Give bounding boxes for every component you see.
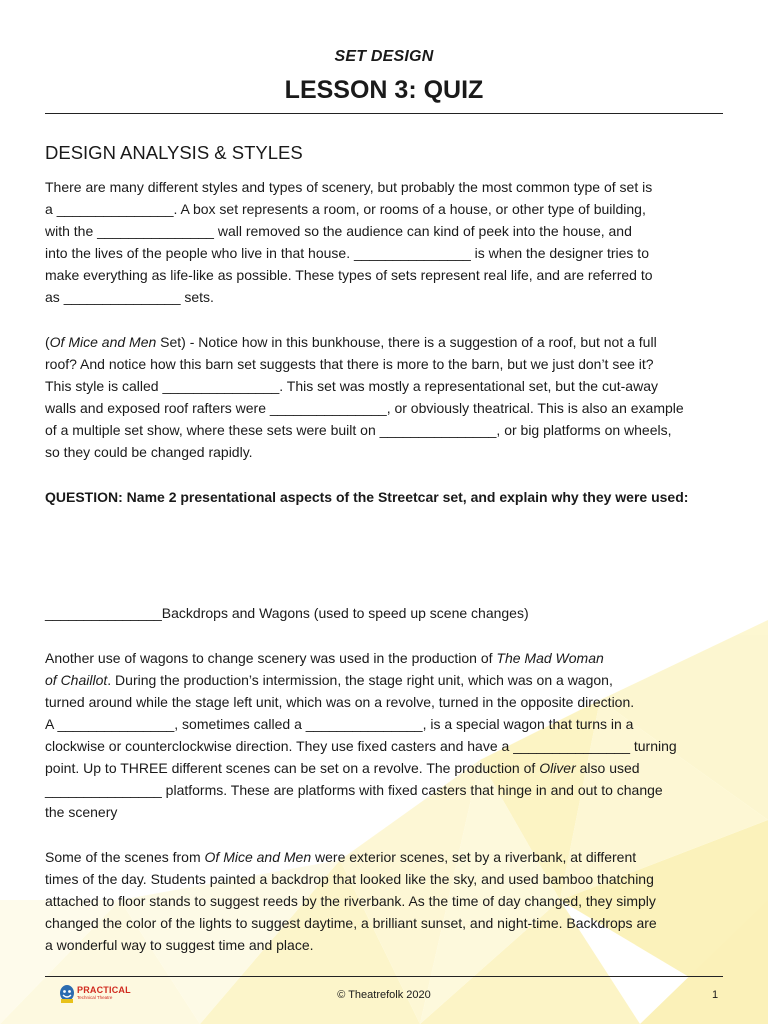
question-prompt: QUESTION: Name 2 presentational aspects of the Streetcar set, and explain why they were used: bbox=[45, 489, 689, 505]
logo-wordmark: PRACTICAL bbox=[77, 985, 131, 995]
paragraph-of-mice-and-men: (Of Mice and Men Set) - Notice how in this bunkhouse, there is a suggestion of a roof, but not a full roof? And notice how this barn set suggests that there is more to the barn, but we just don’t see it? This style is called _______________. This set was mostly a representational set, but the cut-away walls and exposed roof rafters were _______________, or obviously theatrical. This is also an example of a multiple set show, where these sets were built on _______________, or big platforms on wheels, so they could be changed rapidly. bbox=[45, 334, 684, 460]
paragraph-wagons-revolve: Another use of wagons to change scenery was used in the production of The Mad Woman of Chaillot. During the production’s intermission, the stage right unit, which was on a wagon, turned around while the stage left unit, which was on a revolve, turned in the opposite direction. A _______________, sometimes called a _______________, is a special wagon that turns in a clockwise or counterclockwise direction. They use fixed casters and have a _______________ turning point. Up to THREE different scenes can be set on a revolve. The production of Oliver also used _______________ platforms. These are platforms with fixed casters that hinge in and out to change the scenery bbox=[45, 650, 677, 820]
answer-blank: _______________ bbox=[45, 782, 162, 798]
answer-blank: _______________ bbox=[162, 378, 280, 394]
subsection-heading: _______________Backdrops and Wagons (used to speed up scene changes) bbox=[45, 605, 529, 621]
answer-blank: _______________ bbox=[56, 201, 174, 217]
answer-blank: _______________ bbox=[45, 605, 162, 621]
paragraph-backdrops: Some of the scenes from Of Mice and Men were exterior scenes, set by a riverbank, at different times of the day. Students painted a backdrop that looked like the sky, and used bamboo thatching attached to floor stands to suggest reeds by the riverbank. As the time of day changed, they simply changed the color of the lights to suggest daytime, a brilliant sunset, and night-time. Backdrops are a wonderful way to suggest time and place. bbox=[45, 849, 657, 953]
answer-blank: _______________ bbox=[63, 289, 181, 305]
answer-blank: _______________ bbox=[513, 738, 630, 754]
answer-blank: _______________ bbox=[269, 400, 387, 416]
header-divider bbox=[45, 113, 723, 114]
page-number: 1 bbox=[712, 989, 719, 1001]
paragraph-box-set: There are many different styles and types of scenery, but probably the most common type of set is a _______________. A box set represents a room, or rooms of a house, or other type of building, with the _______________ wall removed so the audience can kind of peek into the house, and into the lives of the people who live in that house. _______________ is when the designer tries to make everything as life-like as possible. These types of sets represent real life, and are referred to as _______________ sets. bbox=[45, 179, 653, 305]
answer-blank: _______________ bbox=[379, 422, 497, 438]
answer-blank: _______________ bbox=[305, 716, 423, 732]
answer-blank: _______________ bbox=[57, 716, 175, 732]
document-kicker: SET DESIGN bbox=[334, 48, 434, 65]
answer-blank: _______________ bbox=[97, 223, 214, 239]
logo-tagline: Technical Theatre bbox=[77, 995, 113, 1000]
section-heading: DESIGN ANALYSIS & STYLES bbox=[45, 142, 303, 163]
page-title: LESSON 3: QUIZ bbox=[284, 76, 484, 104]
copyright-text: © Theatrefolk 2020 bbox=[337, 989, 431, 1001]
footer-divider bbox=[45, 976, 723, 977]
answer-blank: _______________ bbox=[353, 245, 471, 261]
